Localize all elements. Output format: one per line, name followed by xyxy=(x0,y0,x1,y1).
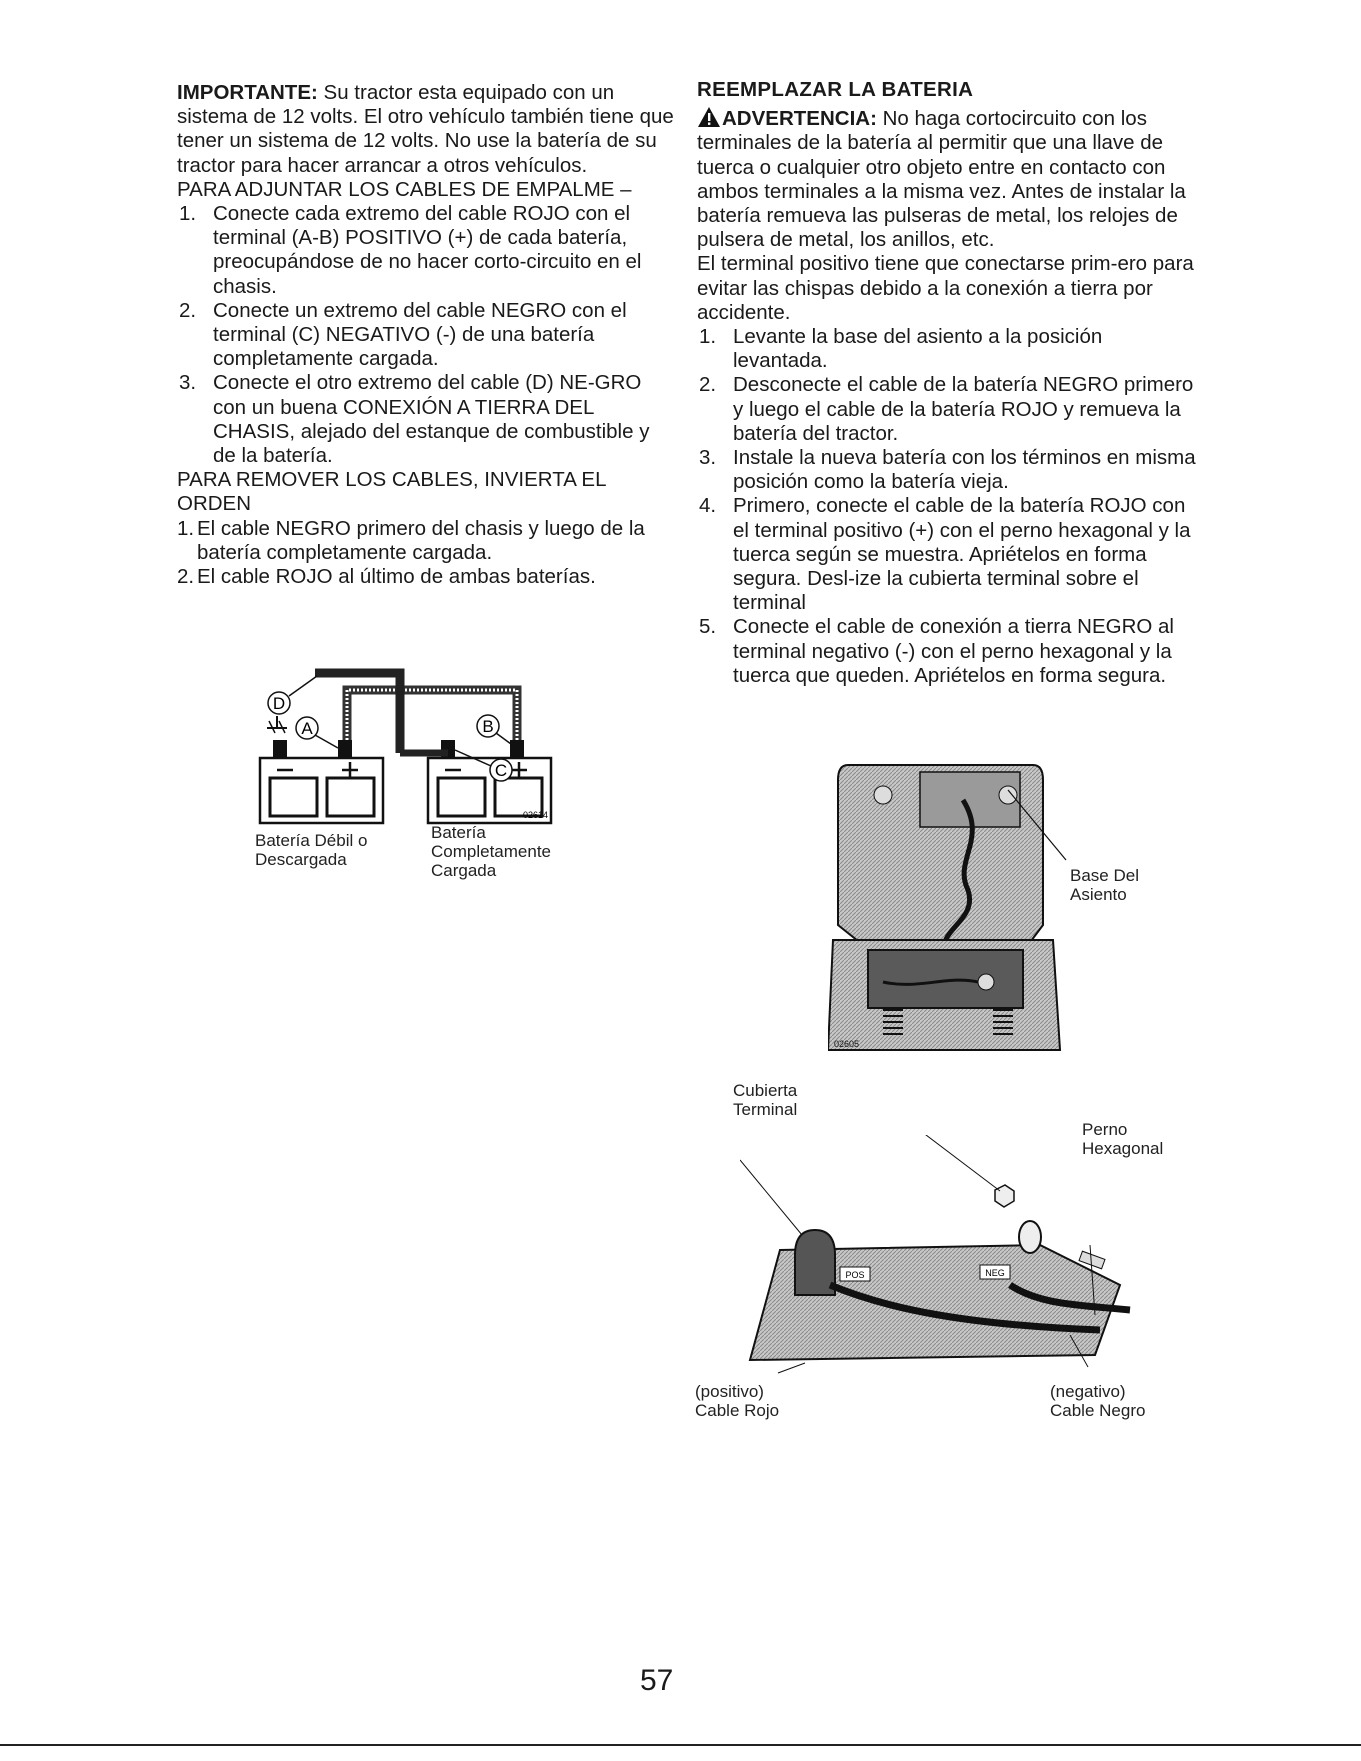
step-number: 2. xyxy=(699,373,717,397)
step-number: 4. xyxy=(699,494,717,518)
step-number: 1. xyxy=(699,325,717,349)
caption-line: Completamente xyxy=(431,842,552,861)
weak-battery-caption xyxy=(255,831,367,869)
list-item xyxy=(697,373,1197,446)
seat-base-figure xyxy=(828,760,1068,1055)
right-column xyxy=(697,78,1197,688)
caption-line: Descargada xyxy=(255,850,347,869)
list-item xyxy=(697,615,1197,688)
warning-text: No haga cortocircuito con los terminales de la batería al permitir que una llave de tuerca o cualquier otro objeto entre en contacto con ambos terminales a la misma vez. Antes de instalar la batería remueva las pulseras de metal, los relojes de pulsera de metal, los anillos, etc. xyxy=(697,107,1186,252)
pos-mark: POS xyxy=(845,1270,865,1280)
label-d: D xyxy=(272,694,286,713)
step-text: Conecte el otro extremo del cable (D) NE-GRO con un buena CONEXIÓN A TIERRA DEL CHASIS, alejado del estanque de combustible y de la batería. xyxy=(213,371,650,468)
step-number: 5. xyxy=(699,615,717,639)
list-item xyxy=(177,202,677,299)
jumper-cable-diagram xyxy=(255,668,575,828)
step-text: El cable NEGRO primero del chasis y luego de la batería completamente cargada. xyxy=(197,516,645,564)
step-text: Conecte un extremo del cable NEGRO con el terminal (C) NEGATIVO (-) de una batería completamente cargada. xyxy=(213,298,627,371)
step-number: 1. xyxy=(179,202,197,226)
black-cable xyxy=(315,673,400,753)
hex-bolt-label xyxy=(1082,1120,1163,1158)
caption-line: Batería xyxy=(431,823,486,842)
caption-line: Terminal xyxy=(733,1100,798,1119)
step-text: Desconecte el cable de la batería NEGRO primero y luego el cable de la batería ROJO y remueva la batería del tractor. xyxy=(733,373,1194,445)
list-item xyxy=(177,565,677,589)
important-paragraph xyxy=(177,81,677,178)
list-item xyxy=(697,446,1197,494)
section-heading: REEMPLAZAR LA BATERIA xyxy=(697,78,974,101)
list-item xyxy=(177,371,677,468)
caption-line: Hexagonal xyxy=(1082,1139,1164,1158)
caption-line: Asiento xyxy=(1070,885,1127,904)
caption-line: Perno xyxy=(1082,1120,1128,1139)
step-text: Conecte cada extremo del cable ROJO con el terminal (A-B) POSITIVO (+) de cada batería, preocupándose de no hacer corto-circuito en el chasis. xyxy=(213,202,642,298)
step-text: Conecte el cable de conexión a tierra NEGRO al terminal negativo (-) con el perno hexagonal y la tuerca que queden. Apriételos en forma segura. xyxy=(733,615,1174,687)
caption-line: (negativo) xyxy=(1050,1382,1126,1401)
warning-paragraph xyxy=(697,106,1197,252)
positive-cable-label xyxy=(695,1382,779,1420)
terminal-cover xyxy=(795,1230,835,1295)
label-b: B xyxy=(482,717,494,736)
step-text: Levante la base del asiento a la posición levantada. xyxy=(733,325,1103,373)
caption-line: Cargada xyxy=(431,861,497,880)
caption-line: Cable Rojo xyxy=(695,1401,780,1420)
warning-icon xyxy=(697,106,721,128)
negative-cable-label xyxy=(1050,1382,1145,1420)
step-text: El cable ROJO al último de ambas baterías. xyxy=(197,565,596,589)
label-a: A xyxy=(301,719,313,738)
hex-nut xyxy=(995,1185,1014,1207)
charged-battery-caption xyxy=(431,823,551,880)
important-text: Su tractor esta equipado con un sistema de 12 volts. El otro vehículo también tiene que tener un sistema de 12 volts. No use la batería de su tractor para hacer arrancar a otros vehículos. xyxy=(177,81,674,177)
bottom-rule xyxy=(0,1744,1361,1746)
step-number: 3. xyxy=(179,371,197,395)
step-text: Primero, conecte el cable de la batería ROJO con el terminal positivo (+) con el perno hexagonal y la tuerca según se muestra. Apriételos en forma segura. Desl-ize la cubierta terminal sobre el terminal xyxy=(733,494,1191,615)
page-number: 57 xyxy=(640,1664,674,1697)
list-item xyxy=(177,517,677,565)
weak-battery-box xyxy=(260,758,383,823)
caption-line: Base Del xyxy=(1070,866,1139,885)
remove-heading: PARA REMOVER LOS CABLES, INVIERTA EL ORDEN xyxy=(177,468,606,516)
figure-code: 02605 xyxy=(834,1039,860,1049)
list-item xyxy=(697,494,1197,615)
list-item xyxy=(697,325,1197,373)
warning-label: ADVERTENCIA: xyxy=(722,107,877,131)
remove-steps-list xyxy=(177,517,677,590)
attach-steps-list xyxy=(177,202,677,468)
caption-line: Cubierta xyxy=(733,1081,798,1100)
step-number: 1. xyxy=(177,516,195,540)
step-number: 3. xyxy=(699,446,717,470)
seat-base-label xyxy=(1070,866,1139,904)
battery-terminal-figure xyxy=(740,1135,1140,1375)
positive-note: El terminal positivo tiene que conectarse prim-ero para evitar las chispas debido a la conexión a tierra por accidente. xyxy=(697,252,1194,324)
list-item xyxy=(177,299,677,372)
ring-terminal xyxy=(1019,1221,1041,1253)
step-number: 2. xyxy=(177,565,195,589)
caption-line: Batería Débil o xyxy=(255,831,368,850)
step-text: Instale la nueva batería con los términos en misma posición como la batería vieja. xyxy=(733,446,1196,494)
caption-line: Cable Negro xyxy=(1050,1401,1146,1420)
replace-steps-list xyxy=(697,325,1197,688)
terminal-cover-label xyxy=(733,1081,797,1119)
label-c: C xyxy=(494,761,508,780)
left-column xyxy=(177,81,677,589)
attach-heading: PARA ADJUNTAR LOS CABLES DE EMPALME – xyxy=(177,177,632,201)
figure-code: 02614 xyxy=(523,810,549,820)
caption-line: (positivo) xyxy=(695,1382,764,1401)
important-label: IMPORTANTE: xyxy=(177,81,318,104)
step-number: 2. xyxy=(179,298,197,322)
neg-mark: NEG xyxy=(985,1268,1005,1278)
